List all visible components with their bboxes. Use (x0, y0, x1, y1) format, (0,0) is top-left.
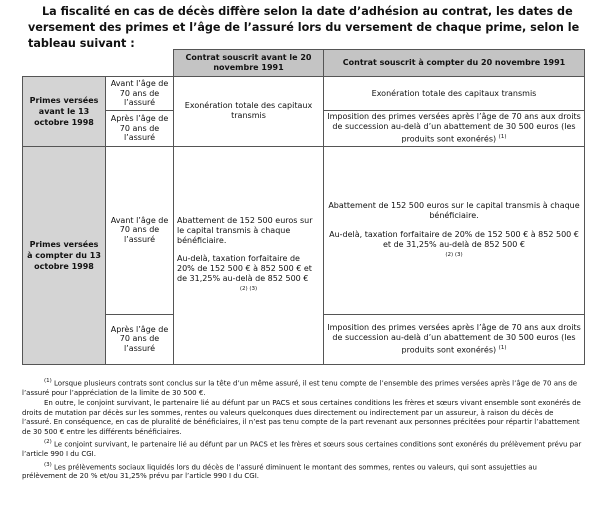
abattement-para-2: Au-delà, taxation forfaitaire de 20% de 152 500 € à 852 500 € et de 31,25% au-delà de 852 500 € (177, 254, 312, 284)
footnote-ref-1: (1) (498, 134, 507, 140)
footnote-3 (22, 461, 582, 482)
footnote-ref-2-3b: (2) (3) (445, 251, 463, 258)
cell-abattement-before-1991 (174, 146, 324, 364)
footnote-1b: En outre, le conjoint survivant, le partenaire lié au défunt par un PACS et sous certaines conditions les frères et sœurs vivant ensemble sont exonérés de droits de mutation par décès sur les sommes, rentes ou valeurs quelconques dues directement ou indirectement par un assureur, à raison du décès de l’assuré. En conséquence, en cas de pluralité de bénéficiaires, il n’est pas tenu compte de la part revenant aux personnes précitées pour répartir l’abattement de 30 500 € entre les différents bénéficiaires. (22, 399, 581, 436)
cell-imposition-2 (324, 314, 585, 364)
empty-corner-2 (106, 50, 174, 77)
footnotes (22, 377, 582, 483)
empty-corner (23, 50, 106, 77)
tax-table (22, 49, 585, 365)
cell-abattement-after-1991 (324, 146, 585, 314)
footnote-ref-1b: (1) (498, 344, 507, 351)
group-after-1998: Primes versées à compter du 13 octobre 1998 (23, 146, 106, 364)
age-after-70-b: Après l’âge de 70 ans de l’assuré (106, 314, 174, 364)
abattement-para-2b: Au-delà, taxation forfaitaire de 20% de 152 500 € à 852 500 € et de 31,25% au-delà de 852 500 € (329, 229, 579, 249)
cell-imposition-1 (324, 111, 585, 147)
footnote-3-text: Les prélèvements sociaux liquidés lors du décès de l’assuré diminuent le montant des sommes, rentes ou valeurs, qui sont assujetties au prélèvement de 20 % et/ou 31,25% prévu par l’article 990 I du CGI. (22, 462, 537, 481)
intro-paragraph: La fiscalité en cas de décès diffère selon la date d’adhésion au contrat, les dates de versement des primes et l’âge de l’assuré lors du versement de chaque prime, selon le tableau suivant : (28, 5, 580, 50)
footnote-2 (22, 438, 582, 459)
footnote-1-ref: (1) (44, 378, 52, 384)
footnote-1-text: Lorsque plusieurs contrats sont conclus sur la tête d’un même assuré, il est tenu compte de l’ensemble des primes versées après l’âge de 70 ans de l’assuré pour l’appréciation de la limite de 30 500 €. (22, 379, 578, 397)
group-before-1998: Primes versées avant le 13 octobre 1998 (23, 77, 106, 147)
footnote-3-ref: (3) (44, 461, 52, 468)
footnote-2-ref: (2) (44, 439, 52, 446)
footnote-ref-2-3: (2) (3) (239, 286, 258, 293)
header-before-1991: Contrat souscrit avant le 20 novembre 1991 (174, 50, 324, 77)
cell-exoneration-before-1991: Exonération totale des capitaux transmis (174, 77, 324, 147)
age-before-70: Avant l’âge de 70 ans de l’assuré (106, 77, 174, 111)
abattement-para-1b: Abattement de 152 500 euros sur le capital transmis à chaque bénéficiaire. (328, 200, 580, 220)
age-after-70: Après l’âge de 70 ans de l’assuré (106, 111, 174, 147)
header-after-1991: Contrat souscrit à compter du 20 novembre 1991 (324, 50, 585, 77)
abattement-para-1: Abattement de 152 500 euros sur le capital transmis à chaque bénéficiaire. (177, 216, 313, 246)
footnote-1 (22, 377, 582, 398)
cell-exoneration-after-1991: Exonération totale des capitaux transmis (324, 77, 585, 111)
imposition-text-2: Imposition des primes versées après l’âge de 70 ans aux droits de succession au-delà d’un abattement de 30 500 euros (les produits sont exonérés) (327, 322, 581, 355)
age-before-70-b: Avant l’âge de 70 ans de l’assuré (106, 146, 174, 314)
imposition-text-1: Imposition des primes versées après l’âge de 70 ans aux droits de succession au-delà d’un abattement de 30 500 euros (les produits sont exonérés) (327, 112, 581, 144)
footnote-2-text: Le conjoint survivant, le partenaire lié au défunt par un PACS et les frères et sœurs sous certaines conditions sont exonérés du prélèvement prévu par l’article 990 I du CGI. (22, 440, 582, 459)
